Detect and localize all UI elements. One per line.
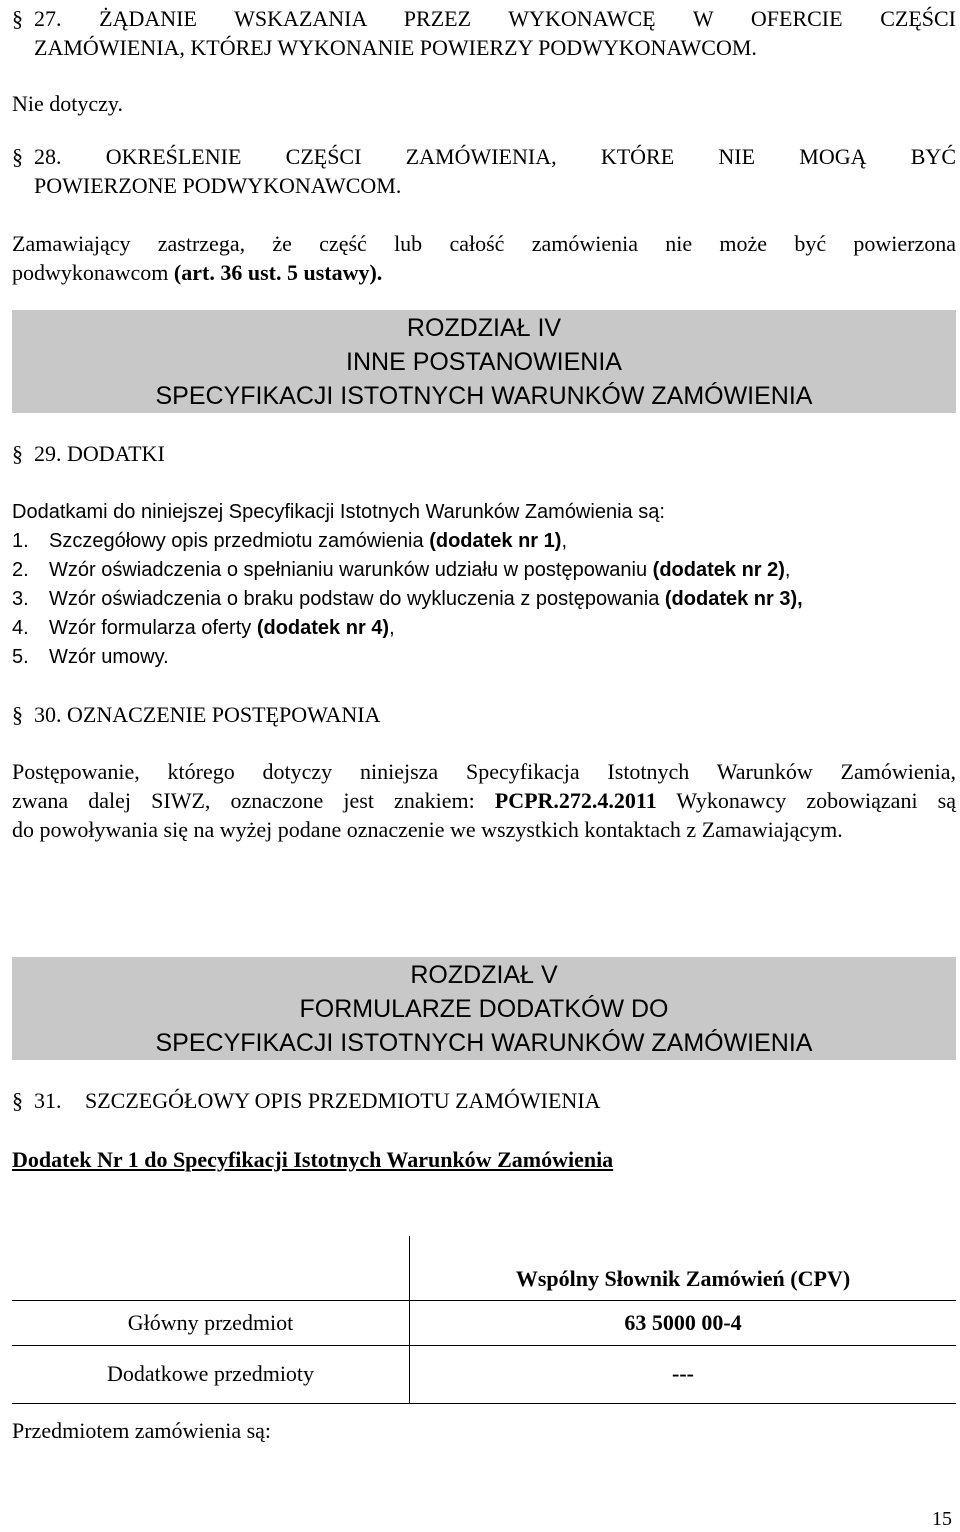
section-symbol: § — [12, 441, 23, 466]
section-title: DODATKI — [67, 441, 165, 466]
table-header-row — [12, 1236, 956, 1300]
chapter-title: ROZDZIAŁ V — [410, 961, 558, 989]
section-symbol: § — [12, 6, 23, 31]
section-symbol: § — [12, 1088, 23, 1113]
chapter-title: ROZDZIAŁ IV — [406, 314, 562, 342]
table-cell-label: Główny przedmiot — [12, 1300, 410, 1345]
section-28-heading — [12, 142, 956, 200]
case-reference: PCPR.272.4.2011 — [494, 788, 657, 813]
section-symbol: § — [12, 144, 23, 169]
table-header: Wspólny Słownik Zamówień (CPV) — [410, 1236, 957, 1300]
section-title: OZNACZENIE POSTĘPOWANIA — [67, 702, 381, 727]
cpv-table — [12, 1236, 956, 1404]
section-title: SZCZEGÓŁOWY OPIS PRZEDMIOTU ZAMÓWIENIA — [85, 1088, 601, 1113]
chapter-5-banner — [12, 957, 956, 1060]
section-number: 30. — [34, 702, 62, 727]
list-item: 3. Wzór oświadczenia o braku podstaw do wykluczenia z postępowania (dodatek nr 3), — [12, 588, 803, 610]
chapter-subtitle: INNE POSTANOWIENIA — [346, 348, 622, 376]
section-number: 28. — [34, 144, 62, 169]
annex-title: Dodatek Nr 1 do Specyfikacji Istotnych Warunków Zamówienia — [12, 1147, 614, 1172]
body-line2-text: podwykonawcom — [12, 260, 174, 285]
body-line1: Postępowanie, którego dotyczy niniejsza Specyfikacja Istotnych Warunków Zamówienia, — [12, 759, 956, 784]
section-30-heading — [12, 700, 380, 729]
attachments-list — [12, 527, 803, 672]
section-title-line2: ZAMÓWIENIA, KTÓREJ WYKONANIE POWIERZY PODWYKONAWCOM. — [34, 35, 757, 60]
attachments-intro: Dodatkami do niniejszej Specyfikacji Istotnych Warunków Zamówienia są: — [12, 501, 665, 523]
chapter-subtitle: FORMULARZE DODATKÓW DO — [299, 995, 669, 1023]
section-31-heading — [12, 1086, 601, 1115]
list-item: 1. Szczegółowy opis przedmiotu zamówienia (dodatek nr 1), — [12, 530, 567, 552]
table-cell-label: Dodatkowe przedmioty — [12, 1345, 410, 1403]
table-cell-value: --- — [410, 1345, 957, 1403]
section-27-heading — [12, 4, 956, 62]
body-line3: do powoływania się na wyżej podane oznaczenie we wszystkich kontaktach z Zamawiającym. — [12, 817, 843, 842]
section-28-body — [12, 229, 956, 287]
page-number: 15 — [932, 1508, 952, 1530]
table-row — [12, 1345, 956, 1403]
chapter-subtitle: SPECYFIKACJI ISTOTNYCH WARUNKÓW ZAMÓWIENIA — [155, 1029, 813, 1057]
section-27-body: Nie dotyczy. — [12, 91, 123, 116]
list-item: 2. Wzór oświadczenia o spełnianiu warunków udziału w postępowaniu (dodatek nr 2), — [12, 559, 791, 581]
section-title-line1: OKREŚLENIE CZĘŚCI ZAMÓWIENIA, KTÓRE NIE MOGĄ BYĆ — [105, 144, 956, 169]
section-29-heading — [12, 439, 165, 468]
section-number: 27. — [34, 6, 62, 31]
section-number: 29. — [34, 441, 62, 466]
list-item: 5. Wzór umowy. — [12, 646, 169, 668]
table-row — [12, 1300, 956, 1345]
closing-text: Przedmiotem zamówienia są: — [12, 1418, 272, 1443]
section-30-body: Postępowanie, którego dotyczy niniejsza Specyfikacja Istotnych Warunków Zamówienia, zwana dalej SIWZ, oznaczone jest znakiem: PCPR.272.4.2011 Wykonawcy zobowiązani są do powoływania się na wyżej podane oznaczenie we wszystkich kontaktach z Zamawiającym. — [12, 759, 956, 842]
section-title-line2: POWIERZONE PODWYKONAWCOM. — [34, 173, 402, 198]
legal-reference: (art. 36 ust. 5 ustawy). — [173, 260, 383, 285]
chapter-subtitle: SPECYFIKACJI ISTOTNYCH WARUNKÓW ZAMÓWIENIA — [155, 382, 813, 410]
list-item: 4. Wzór formularza oferty (dodatek nr 4), — [12, 617, 395, 639]
body-line1: Zamawiający zastrzega, że część lub całość zamówienia nie może być powierzona — [12, 231, 956, 256]
section-number: 31. — [34, 1088, 62, 1113]
section-title-line1: ŻĄDANIE WSKAZANIA PRZEZ WYKONAWCĘ W OFERCIE CZĘŚCI — [99, 6, 957, 31]
table-cell-value: 63 5000 00-4 — [410, 1300, 957, 1345]
chapter-4-banner — [12, 310, 956, 413]
section-symbol: § — [12, 702, 23, 727]
